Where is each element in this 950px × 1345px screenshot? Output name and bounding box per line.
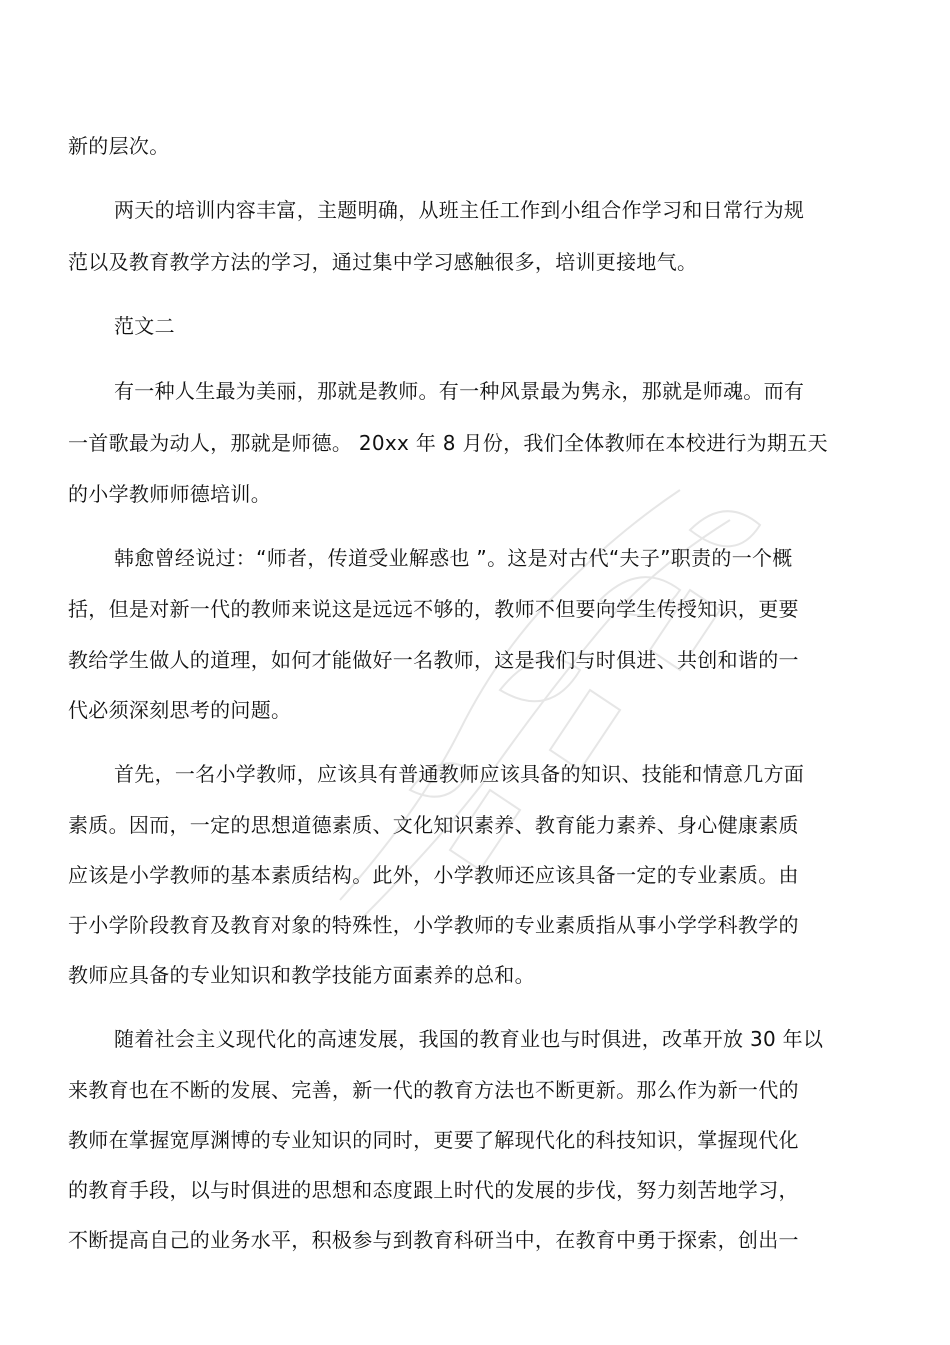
text-line: 韩愈曾经说过：“师者，传道受业解惑也 ”。这是对古代“夫子”职责的一个概 — [114, 546, 793, 570]
text-line: 代必须深刻思考的问题。 — [68, 698, 292, 722]
text-line: 应该是小学教师的基本素质结构。此外，小学教师还应该具备一定的专业素质。由 — [68, 863, 799, 887]
text-line: 素质。因而，一定的思想道德素质、文化知识素养、教育能力素养、身心健康素质 — [68, 813, 799, 837]
text-line: 首先，一名小学教师，应该具有普通教师应该具备的知识、技能和情意几方面 — [114, 762, 805, 786]
text-line: 教给学生做人的道理，如何才能做好一名教师，这是我们与时俱进、共创和谐的一 — [68, 648, 799, 672]
text-line: 的教育手段，以与时俱进的思想和态度跟上时代的发展的步伐，努力刻苦地学习， — [68, 1178, 799, 1202]
text-line: 括，但是对新一代的教师来说这是远远不够的，教师不但要向学生传授知识，更要 — [68, 597, 799, 621]
text-line: 的小学教师师德培训。 — [68, 482, 271, 506]
text-line: 来教育也在不断的发展、完善，新一代的教育方法也不断更新。那么作为新一代的 — [68, 1078, 799, 1102]
text-line: 不断提高自己的业务水平，积极参与到教育科研当中，在教育中勇于探索，创出一 — [68, 1228, 799, 1252]
text-line: 范以及教育教学方法的学习，通过集中学习感触很多，培训更接地气。 — [68, 250, 698, 274]
text-line: 一首歌最为动人，那就是师德。 20xx 年 8 月份，我们全体教师在本校进行为期五天 — [68, 431, 828, 455]
section-heading: 范文二 — [114, 314, 175, 338]
text-line: 于小学阶段教育及教育对象的特殊性，小学教师的专业素质指从事小学学科教学的 — [68, 913, 799, 937]
text-line: 有一种人生最为美丽，那就是教师。有一种风景最为隽永，那就是师魂。而有 — [114, 379, 805, 403]
text-line: 教师在掌握宽厚渊博的专业知识的同时，更要了解现代化的科技知识，掌握现代化 — [68, 1128, 799, 1152]
text-line: 两天的培训内容丰富，主题明确，从班主任工作到小组合作学习和日常行为规 — [114, 198, 805, 222]
text-line: 新的层次。 — [68, 134, 170, 158]
text-line: 随着社会主义现代化的高速发展，我国的教育业也与时俱进，改革开放 30 年以 — [114, 1027, 824, 1051]
text-line: 教师应具备的专业知识和教学技能方面素养的总和。 — [68, 963, 535, 987]
